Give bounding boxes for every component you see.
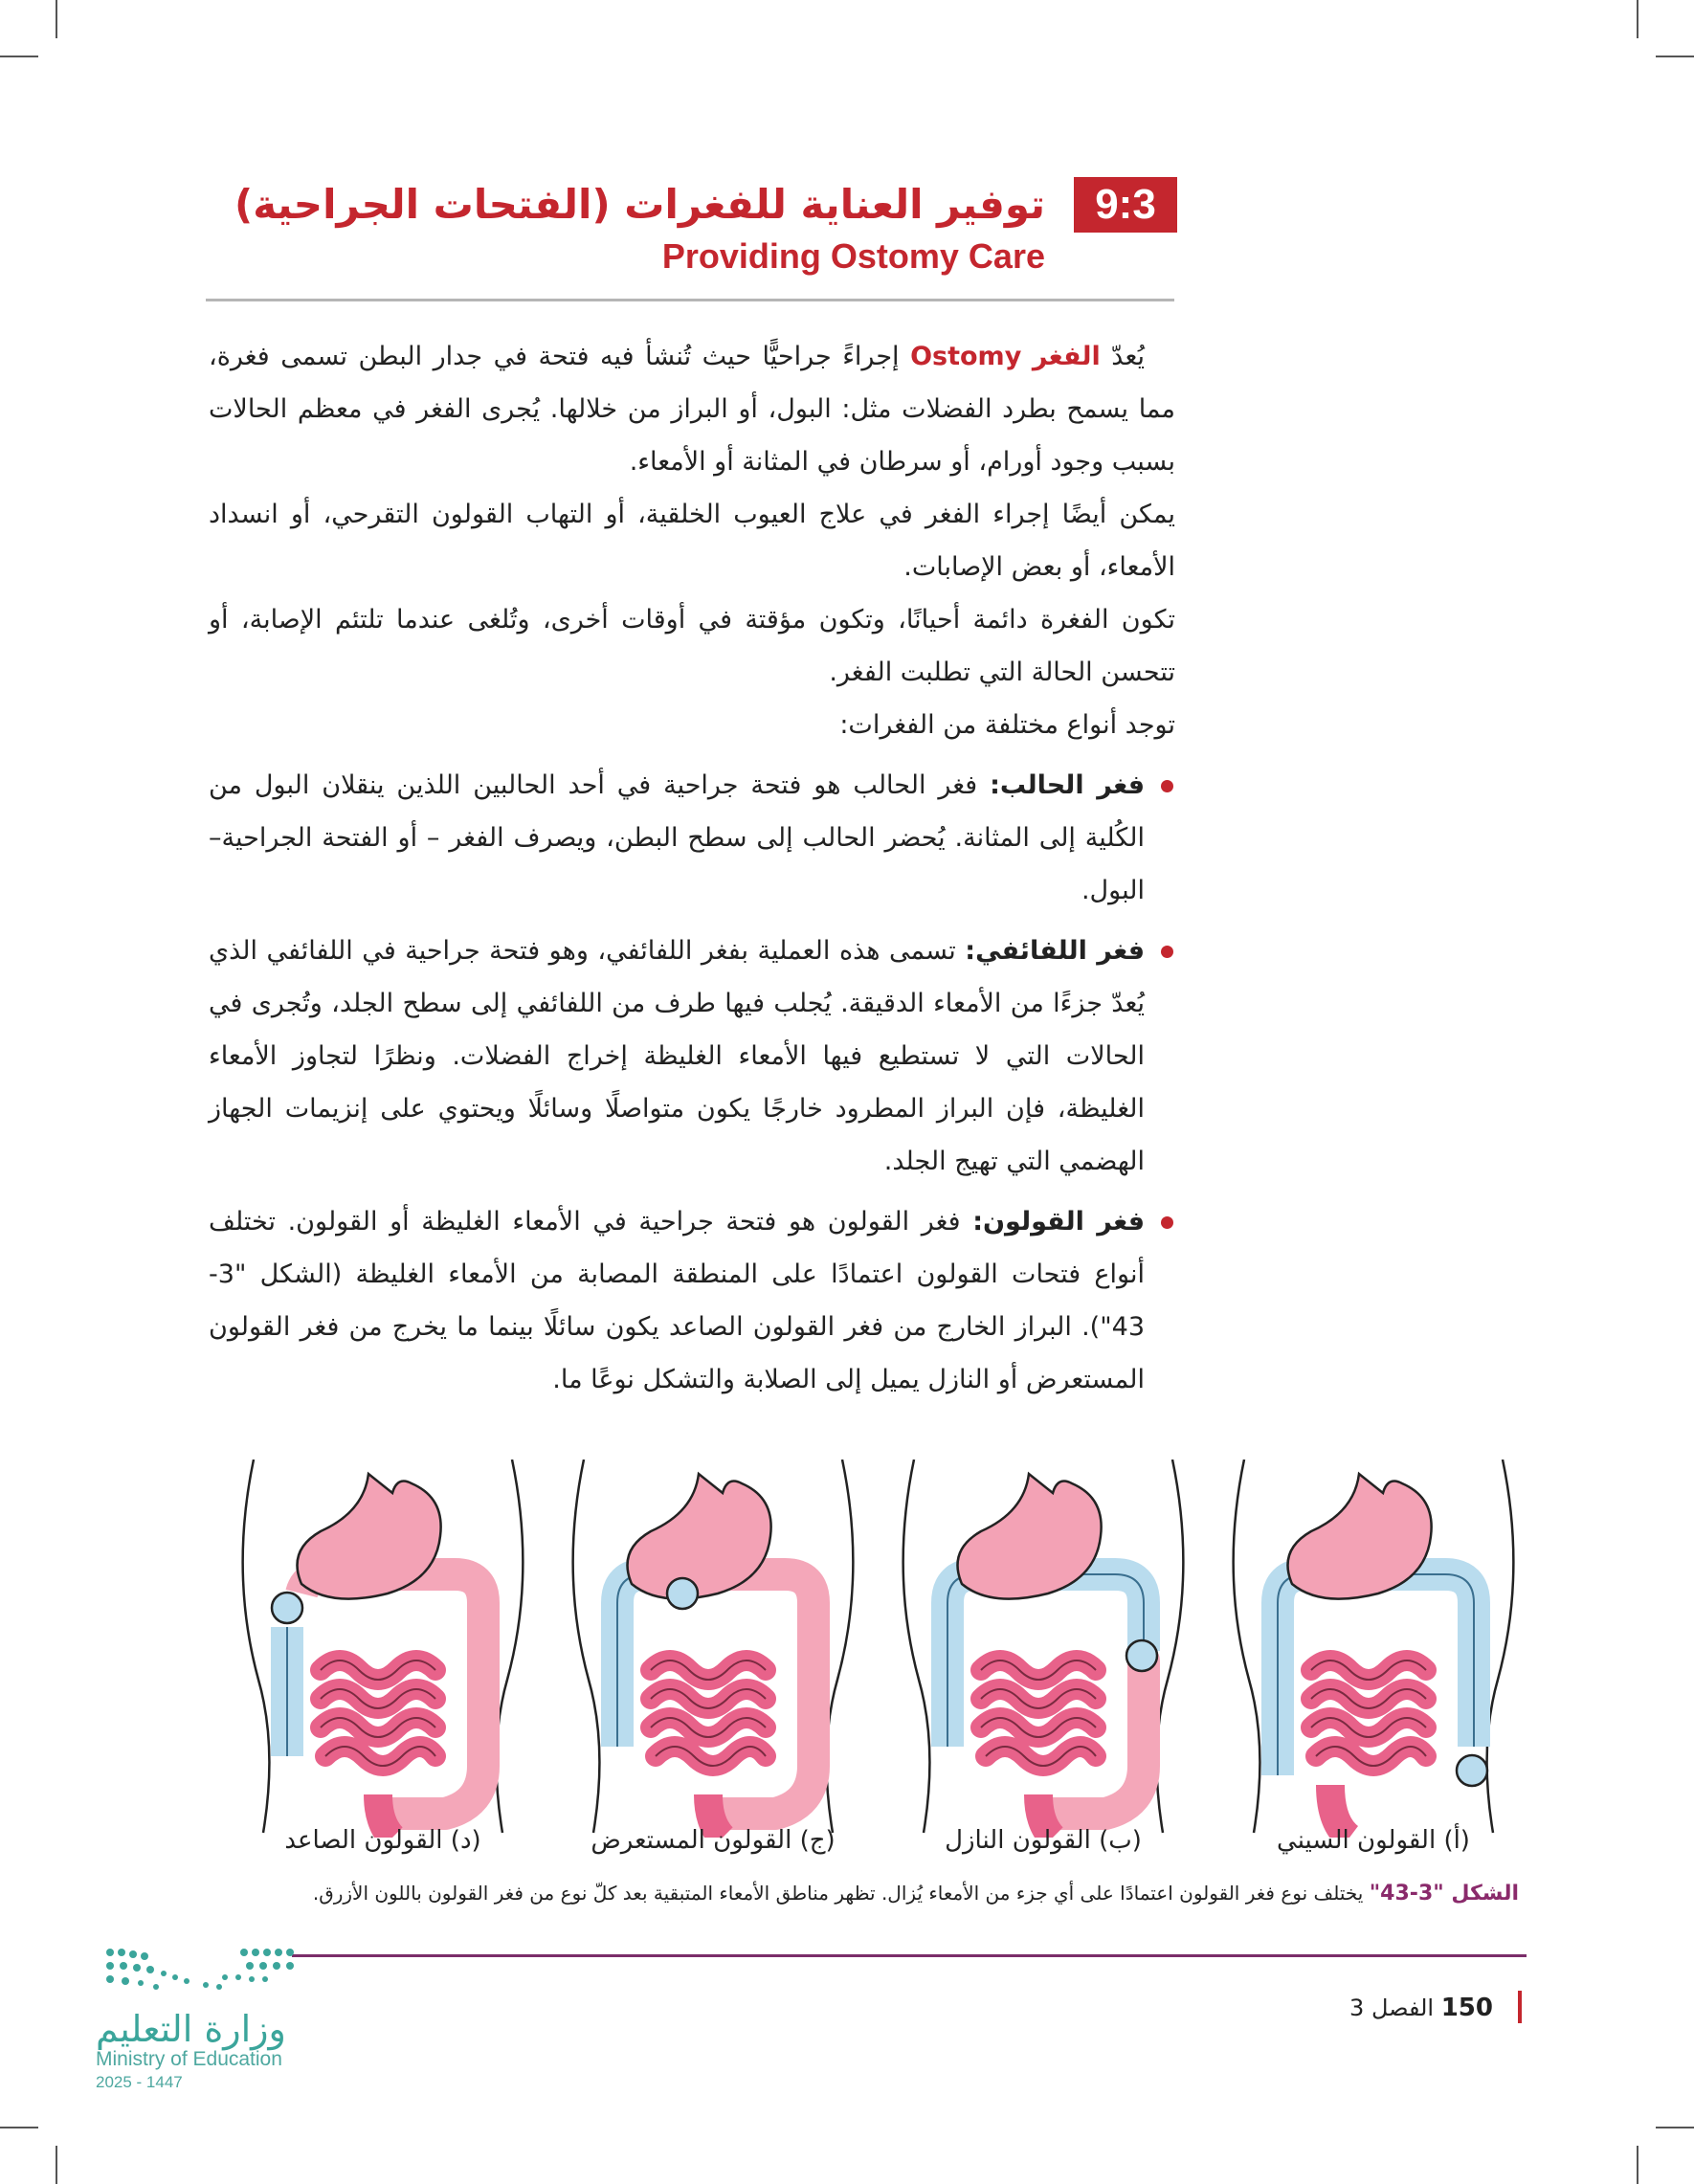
footer-divider [292, 1954, 1527, 1957]
crop-mark [56, 2146, 57, 2184]
ministry-name-en: Ministry of Education [96, 2048, 282, 2070]
crop-mark [1656, 2127, 1694, 2128]
figure-b-descending [903, 1460, 1184, 1838]
intro-paragraph-2: يمكن أيضًا إجراء الفغر في علاج العيوب الخلقية، أو التهاب القولون التقرحي، أو انسداد الأمعاء، أو بعض الإصابات. [209, 500, 1175, 582]
section-number: 9:3 [1074, 177, 1177, 233]
colon-figure [230, 1460, 1517, 1838]
list-item [209, 925, 1175, 1188]
list-item-text: تسمى هذه العملية بفغر اللفائفي، وهو فتحة جراحية في اللفائفي الذي يُعدّ جزءًا من الأمعاء الدقيقة. يُجلب فيها طرف من اللفائفي إلى سطح الجلد، وتُجرى في الحالات التي لا تستطيع فيها الأمعاء الغليظة إخراج الفضلات. ونظرًا لتجاوز الأمعاء الغليظة، فإن البراز المطرود خارجًا يكون متواصلًا وسائلًا ويحتوي على إنزيمات الجهاز الهضمي التي تهيج الجلد. [209, 936, 1145, 1176]
figure-caption [196, 1874, 1519, 1913]
page-number: 150 [1440, 1994, 1493, 2022]
figure-label-c: (ج) القولون المستعرض [591, 1826, 836, 1855]
list-item-term: فغر اللفائفي: [965, 936, 1145, 966]
bullet-dot [1161, 1216, 1173, 1229]
term-ostomy-ar: الفغر [1032, 342, 1101, 371]
crop-mark [0, 56, 38, 57]
term-ostomy-en: Ostomy [910, 342, 1022, 371]
list-item [209, 759, 1175, 917]
list-item-term: فغر القولون: [972, 1207, 1146, 1237]
crop-mark [1637, 2146, 1638, 2184]
crop-mark [56, 0, 57, 38]
crop-mark [1656, 56, 1694, 57]
list-item-text: فغر القولون هو فتحة جراحية في الأمعاء الغليظة أو القولون. تختلف أنواع فتحات القولون اعتمادًا على المنطقة المصابة من الأمعاء الغليظة (الشكل "3-43"). البراز الخارج من فغر القولون الصاعد يكون سائلًا بينما ما يخرج من فغر القولون المستعرض أو النازل يميل إلى الصلابة والتشكل نوعًا ما. [209, 1207, 1145, 1394]
crop-mark [1637, 0, 1638, 38]
figure-d-ascending [243, 1460, 524, 1838]
figure-reference: الشكل "3-43" [1369, 1882, 1519, 1905]
page-footer [1349, 1994, 1493, 2022]
section-title-ar: توفير العناية للفغرات (الفتحات الجراحية) [234, 181, 1045, 228]
stoma-icon [1457, 1755, 1487, 1786]
list-item-text: فغر الحالب هو فتحة جراحية في أحد الحالبين اللذين ينقلان البول من الكُلية إلى المثانة. يُحضر الحالب إلى سطح البطن، ويصرف الفغر – أو الفتحة الجراحية– البول. [209, 770, 1145, 905]
figure-label-a: (أ) القولون السيني [1277, 1826, 1470, 1855]
figure-c-transverse [573, 1460, 854, 1838]
colon-illustrations [230, 1460, 1517, 1838]
crop-mark [0, 2127, 38, 2128]
figure-a-sigmoid [1234, 1460, 1514, 1838]
stoma-icon [667, 1578, 698, 1609]
bullet-dot [1161, 946, 1173, 958]
list-item [209, 1195, 1175, 1406]
page-number-bar [1518, 1991, 1522, 2023]
header-divider [206, 299, 1174, 301]
intro-paragraph-3: تكون الفغرة دائمة أحيانًا، وتكون مؤقتة في أوقات أخرى، وتُلغى عندما تلتئم الإصابة، أو تتحسن الحالة التي تطلبت الفغر. [209, 605, 1175, 687]
figure-label-d: (د) القولون الصاعد [284, 1826, 481, 1855]
stoma-icon [272, 1593, 302, 1623]
section-header [234, 177, 1177, 311]
intro-paragraph-4: توجد أنواع مختلفة من الفغرات: [839, 710, 1175, 740]
ostomy-types-list [209, 759, 1175, 1406]
ministry-name-ar: وزارة التعليم [96, 2008, 286, 2050]
bullet-dot [1161, 780, 1173, 792]
ministry-year: 2025 - 1447 [96, 2073, 183, 2091]
list-item-term: فغر الحالب: [990, 770, 1145, 800]
figure-caption-text: يختلف نوع فغر القولون اعتمادًا على أي جزء من الأمعاء يُزال. تظهر مناطق الأمعاء المتبقية بعد كلّ نوع من فغر القولون باللون الأزرق. [312, 1882, 1370, 1905]
section-title-en: Providing Ostomy Care [661, 236, 1045, 276]
figure-label-b: (ب) القولون النازل [945, 1826, 1142, 1855]
chapter-label: الفصل 3 [1349, 1995, 1435, 2021]
stoma-icon [1126, 1640, 1157, 1671]
intro-paragraph-1: يُعدّ الفغر Ostomy إجراءً جراحيًّا حيث تُنشأ فيه فتحة في جدار البطن تسمى فغرة، مما يسمح بطرد الفضلات مثل: البول، أو البراز من خلالها. يُجرى الفغر في معظم الحالات بسبب وجود أورام، أو سرطان في المثانة أو الأمعاء. [209, 342, 1175, 477]
main-text [209, 330, 1175, 1414]
